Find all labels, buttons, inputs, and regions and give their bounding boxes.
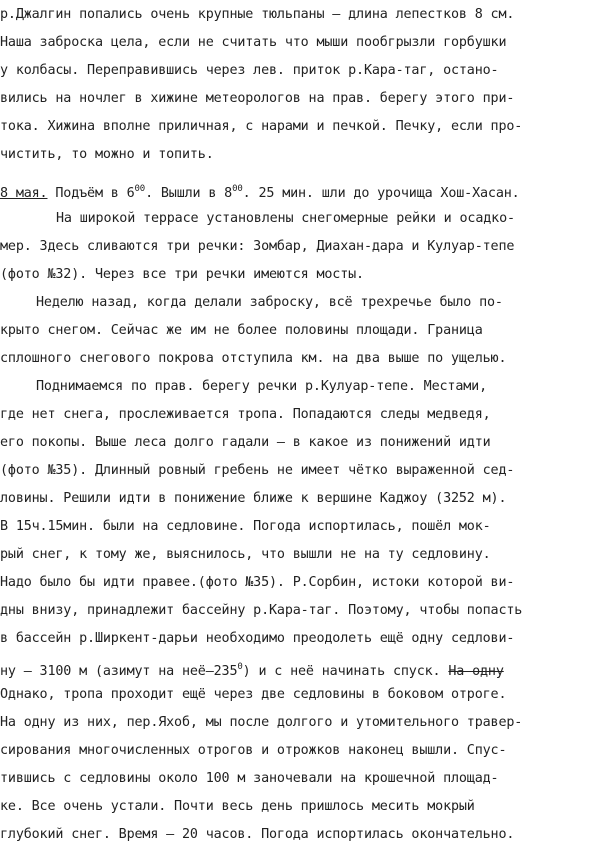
text-line: Наша заброска цела, если не считать что мыши пообгрызли горбушки	[0, 35, 507, 50]
text-line: Неделю назад, когда делали заброску, всё трехречье было по-	[36, 295, 503, 310]
text-line: Поднимаемся по прав. берегу речки р.Кулуар-тепе. Местами,	[36, 379, 487, 394]
text-line: где нет снега, прослеживается тропа. Попадаются следы медведя,	[0, 407, 491, 422]
text-line: тившись с седловины около 100 м заночевали на крошечной площад-	[0, 771, 499, 786]
text-line: рый снег, к тому же, выяснилось, что вышли не на ту седловину.	[0, 547, 491, 562]
text-line-azimuth: ну – 3100 м (азимут на неё–$235^0$) и с неё начинать спуск. На одну	[0, 662, 504, 679]
text-line: сирования многочисленных отрогов и отрожков наконец вышли. Спус-	[0, 743, 507, 758]
text-line: мер. Здесь сливаются три речки: Зомбар, Диахан-дара и Кулуар-тепе	[0, 239, 515, 254]
text-line: глубокий снег. Время – 20 часов. Погода испортилась окончательно.	[0, 827, 515, 842]
text-line: Надо было бы идти правее.(фото №35). Р.Сорбин, истоки которой ви-	[0, 575, 515, 590]
text-line: в бассейн р.Ширкент-дарьи необходимо преодолеть ещё одну седлови-	[0, 631, 515, 646]
text-line: На широкой террасе установлены снегомерные рейки и осадко-	[56, 211, 515, 226]
text-line-dated: 8 мая. Подъём в $6^{00}$. Вышли в $8^{00}$. 25 мин. шли до урочища Хош-Хасан.	[0, 184, 520, 201]
text-line: ке. Все очень устали. Почти весь день пришлось месить мокрый	[0, 799, 475, 814]
date-label: 8 мая.	[0, 186, 48, 201]
text-line: крыто снегом. Сейчас же им не более половины площади. Граница	[0, 323, 483, 338]
text-line: ловины. Решили идти в понижение ближе к вершине Каджоу (3252 м).	[0, 491, 507, 506]
struck-text: На одну	[448, 664, 504, 679]
text-line: дны внизу, принадлежит бассейну р.Кара-таг. Поэтому, чтобы попасть	[0, 603, 523, 618]
text-line: его покопы. Выше леса долго гадали – в какое из понижений идти	[0, 435, 491, 450]
text-line: сплошного снегового покрова отступила км. на два выше по ущелью.	[0, 351, 507, 366]
text-line: (фото №32). Через все три речки имеются мосты.	[0, 267, 364, 282]
text-line: р.Джалгин попались очень крупные тюльпаны – длина лепестков 8 см.	[0, 7, 515, 22]
text-line: Однако, тропа проходит ещё через две седловины в боковом отроге.	[0, 687, 507, 702]
text-line: тока. Хижина вполне приличная, с нарами и печкой. Печку, если про-	[0, 119, 523, 134]
text-line: чистить, то можно и топить.	[0, 147, 214, 162]
text-line: вились на ночлег в хижине метеорологов на прав. берегу этого при-	[0, 91, 515, 106]
text-line: у колбасы. Переправившись через лев. приток р.Кара-таг, остано-	[0, 63, 499, 78]
text-line: На одну из них, пер.Яхоб, мы после долгого и утомительного травер-	[0, 715, 523, 730]
text-line: (фото №35). Длинный ровный гребень не имеет чётко выраженной сед-	[0, 463, 515, 478]
text-line: В 15ч.15мин. были на седловине. Погода испортилась, пошёл мок-	[0, 519, 491, 534]
